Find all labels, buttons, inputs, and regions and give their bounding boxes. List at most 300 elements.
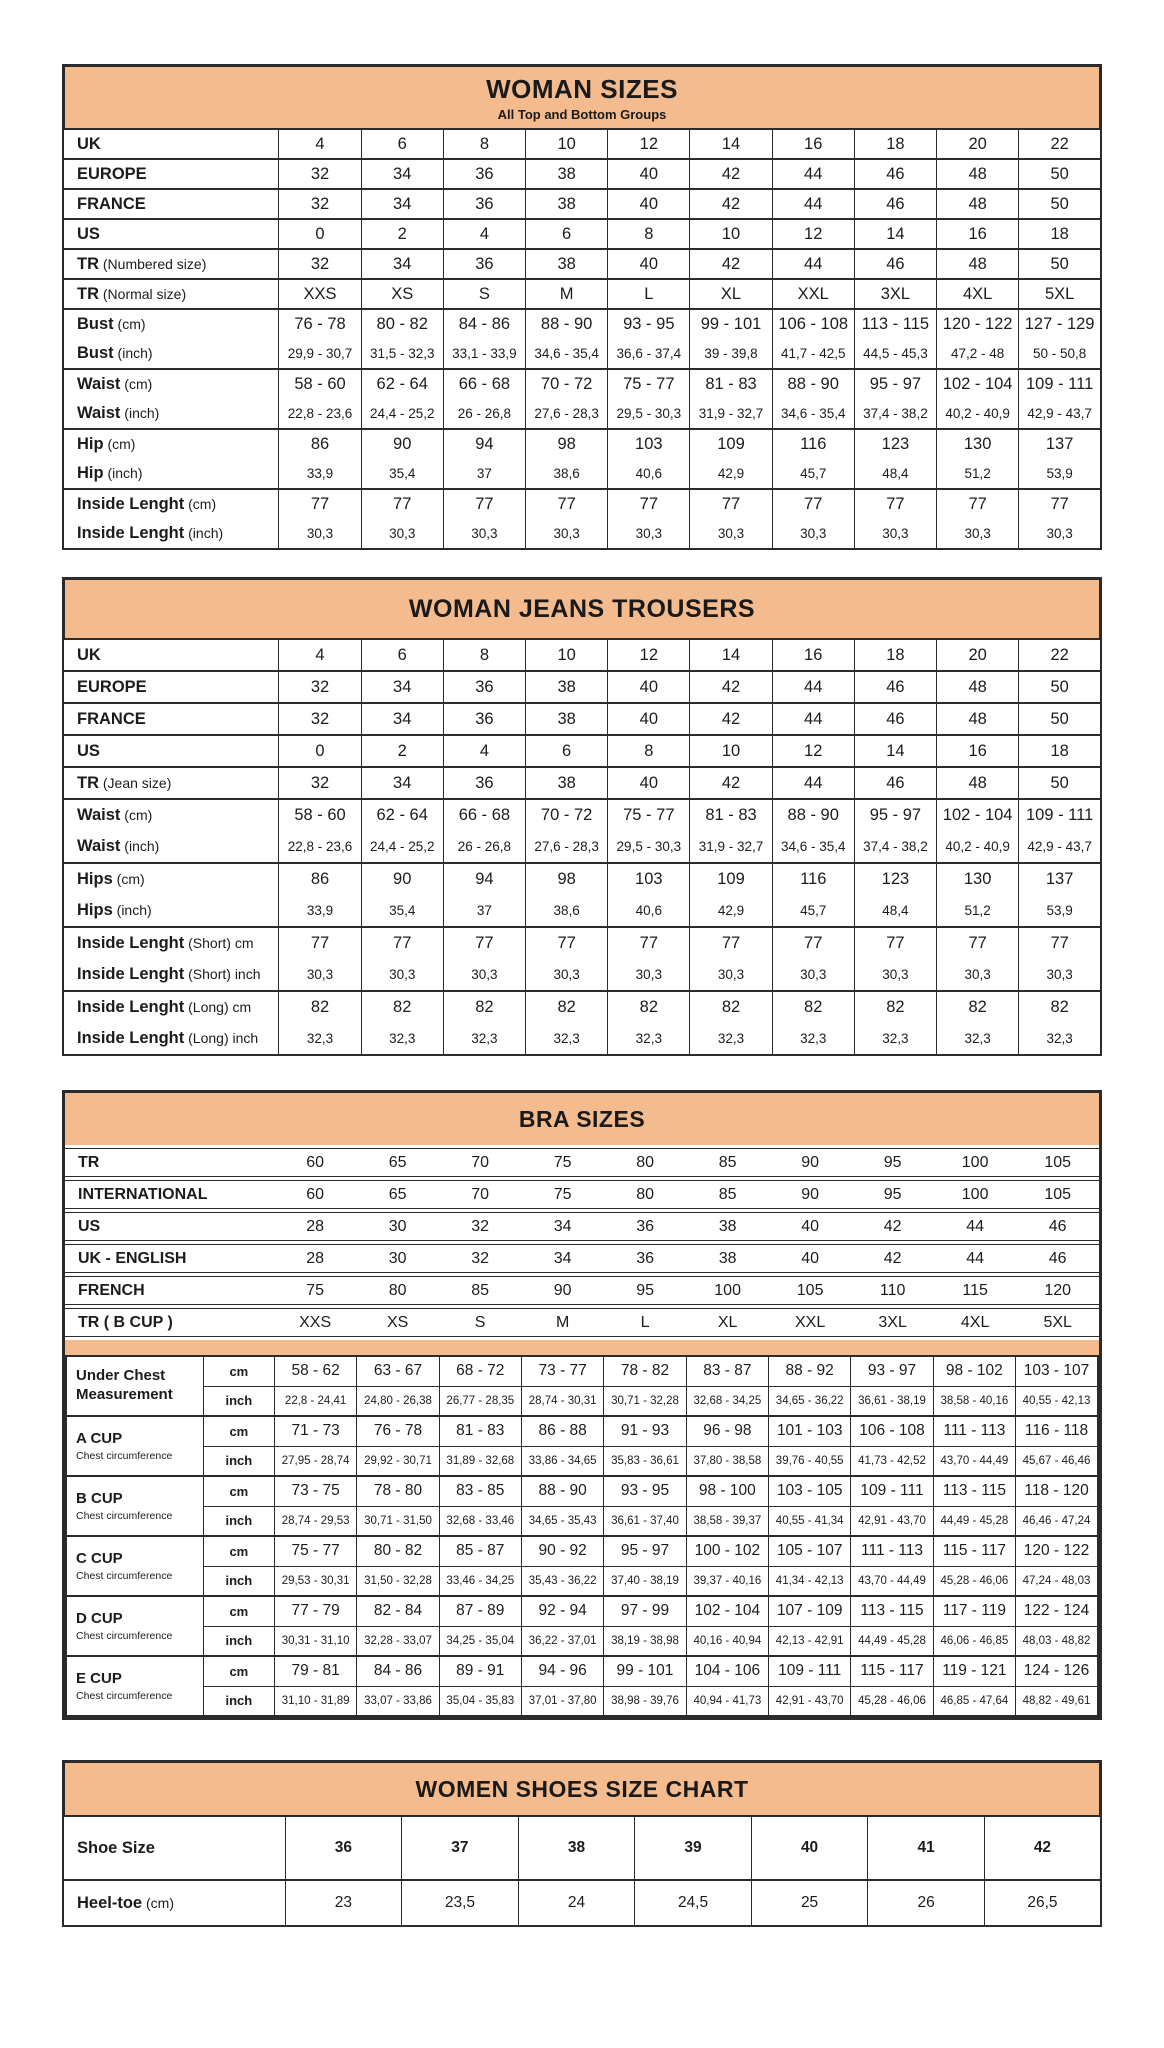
size-cell: 42	[984, 1816, 1101, 1880]
row-label-suffix: (inch)	[184, 525, 224, 541]
size-cell: 42,9	[690, 459, 772, 489]
size-cell: 35,43 - 36,22	[521, 1566, 603, 1596]
bra-conversion-grid	[65, 1145, 1099, 1340]
size-cell: 62 - 64	[361, 799, 443, 831]
size-cell: 44	[934, 1244, 1017, 1273]
size-cell: 46,85 - 47,64	[933, 1686, 1015, 1716]
size-cell: 109	[690, 863, 772, 895]
size-cell: 8	[608, 735, 690, 767]
row-label-suffix: (Long) inch	[184, 1030, 259, 1046]
size-cell: L	[608, 279, 690, 309]
table-row	[66, 1416, 1098, 1446]
size-cell: 32,68 - 33,46	[439, 1506, 521, 1536]
size-cell: 123	[854, 863, 936, 895]
table-row	[63, 1880, 1101, 1926]
row-label-text: Waist	[77, 404, 121, 422]
row-label	[63, 309, 279, 339]
size-cell: 81 - 83	[690, 799, 772, 831]
size-cell: 46,46 - 47,24	[1016, 1506, 1098, 1536]
size-cell: 26,5	[984, 1880, 1101, 1926]
row-label-text: TR	[77, 773, 99, 792]
size-cell: 77	[608, 489, 690, 519]
row-label-suffix: (inch)	[103, 465, 143, 481]
size-cell: 35,4	[361, 895, 443, 927]
size-cell: 115 - 117	[851, 1656, 933, 1686]
row-label	[63, 369, 279, 399]
size-cell: 34	[361, 671, 443, 703]
table-row	[63, 639, 1101, 671]
size-cell: 12	[772, 735, 854, 767]
size-cell: 65	[356, 1180, 439, 1209]
size-cell: 12	[772, 219, 854, 249]
size-cell: 30,3	[443, 959, 525, 991]
size-cell: 40	[608, 189, 690, 219]
size-cell: 16	[937, 735, 1019, 767]
size-cell: 50	[1019, 159, 1101, 189]
size-cell: 94	[443, 863, 525, 895]
size-cell: 32,3	[1019, 1023, 1101, 1055]
size-cell: 80	[604, 1180, 687, 1209]
row-label-text: US	[77, 224, 100, 243]
size-cell: 46,06 - 46,85	[933, 1626, 1015, 1656]
size-cell: 48,4	[854, 459, 936, 489]
size-cell: 86	[279, 863, 361, 895]
size-cell: 32	[279, 703, 361, 735]
size-cell: 48,03 - 48,82	[1016, 1626, 1098, 1656]
size-cell: 37,01 - 37,80	[521, 1686, 603, 1716]
size-cell: 38	[526, 159, 608, 189]
woman-sizes-grid	[62, 128, 1102, 550]
orange-divider	[65, 1340, 1099, 1355]
size-cell: 109 - 111	[1019, 369, 1101, 399]
size-cell: 36,61 - 37,40	[604, 1506, 686, 1536]
table-row	[66, 1656, 1098, 1686]
size-cell: 42	[690, 703, 772, 735]
bra-cup-grid	[65, 1355, 1099, 1717]
size-cell: 111 - 113	[933, 1416, 1015, 1446]
table-row	[63, 959, 1101, 991]
size-cell: 2	[361, 219, 443, 249]
size-cell: 100 - 102	[686, 1536, 768, 1566]
row-label-text: EUROPE	[77, 164, 147, 183]
size-cell: 34	[361, 249, 443, 279]
size-cell: 109 - 111	[1019, 799, 1101, 831]
size-cell: 71 - 73	[274, 1416, 356, 1446]
size-cell: 42	[690, 671, 772, 703]
row-label	[63, 399, 279, 429]
size-cell: 32,3	[526, 1023, 608, 1055]
size-cell: 82	[361, 991, 443, 1023]
size-cell: 84 - 86	[443, 309, 525, 339]
size-cell: 46	[854, 767, 936, 799]
size-cell: 40	[751, 1816, 868, 1880]
row-label-text: Inside Lenght	[77, 524, 185, 542]
size-cell: 24,80 - 26,38	[357, 1386, 439, 1416]
size-cell: 130	[937, 863, 1019, 895]
row-label	[63, 799, 279, 831]
size-cell: 34,25 - 35,04	[439, 1626, 521, 1656]
woman-sizes-header	[62, 64, 1102, 128]
size-cell: 30,3	[1019, 519, 1101, 549]
size-cell: 77 - 79	[274, 1596, 356, 1626]
size-cell: 99 - 101	[604, 1656, 686, 1686]
size-cell: 43,70 - 44,49	[933, 1446, 1015, 1476]
size-cell: 3XL	[851, 1308, 934, 1337]
size-cell: 83 - 85	[439, 1476, 521, 1506]
size-cell: 36	[285, 1816, 402, 1880]
size-cell: 10	[690, 219, 772, 249]
size-cell: 77	[608, 927, 690, 959]
row-label-suffix: (Normal size)	[99, 285, 187, 302]
size-cell: 23,5	[402, 1880, 519, 1926]
row-label-suffix: (inch)	[120, 838, 160, 854]
size-cell: 24,4 - 25,2	[361, 399, 443, 429]
size-cell: 77	[772, 927, 854, 959]
size-cell: 36	[443, 703, 525, 735]
size-cell: 116	[772, 863, 854, 895]
row-label	[63, 735, 279, 767]
size-cell: S	[443, 279, 525, 309]
row-label-text: Bust	[77, 344, 114, 362]
size-cell: 27,6 - 28,3	[526, 399, 608, 429]
size-cell: 32,68 - 34,25	[686, 1386, 768, 1416]
size-cell: 93 - 97	[851, 1356, 933, 1386]
size-cell: 30,3	[526, 959, 608, 991]
row-label	[63, 959, 279, 991]
size-cell: 26 - 26,8	[443, 399, 525, 429]
size-cell: 38	[686, 1244, 769, 1273]
size-cell: 48	[937, 767, 1019, 799]
size-cell: 82	[1019, 991, 1101, 1023]
size-cell: 75	[521, 1180, 604, 1209]
row-label-suffix: (Long) cm	[184, 999, 252, 1015]
size-cell: 115 - 117	[933, 1536, 1015, 1566]
size-cell: 42,13 - 42,91	[769, 1626, 851, 1656]
size-cell: 85	[686, 1180, 769, 1209]
cup-label	[66, 1596, 203, 1656]
size-cell: 38	[686, 1212, 769, 1241]
row-label-text: Hip	[77, 435, 104, 453]
size-cell: 99 - 101	[690, 309, 772, 339]
size-cell: 77	[1019, 489, 1101, 519]
size-cell: 44,49 - 45,28	[933, 1506, 1015, 1536]
size-cell: 5XL	[1016, 1308, 1099, 1337]
size-cell: 103 - 107	[1016, 1356, 1098, 1386]
size-cell: 113 - 115	[854, 309, 936, 339]
size-cell: 66 - 68	[443, 799, 525, 831]
size-cell: 95	[851, 1180, 934, 1209]
size-cell: 33,1 - 33,9	[443, 339, 525, 369]
row-label	[63, 1816, 285, 1880]
size-cell: 32	[279, 189, 361, 219]
row-label-suffix: (cm)	[184, 496, 217, 512]
row-label-text: TR	[77, 254, 99, 273]
size-cell: 23	[285, 1880, 402, 1926]
table-row	[63, 249, 1101, 279]
size-cell: 44	[772, 671, 854, 703]
size-cell: 36	[443, 159, 525, 189]
size-cell: 82	[526, 991, 608, 1023]
size-cell: 48,4	[854, 895, 936, 927]
size-cell: 35,04 - 35,83	[439, 1686, 521, 1716]
size-cell: 27,6 - 28,3	[526, 831, 608, 863]
size-cell: 34	[361, 767, 443, 799]
cup-sublabel: Chest circumference	[76, 1449, 173, 1462]
size-cell: 34,65 - 36,22	[769, 1386, 851, 1416]
size-cell: 48	[937, 249, 1019, 279]
size-cell: 77	[690, 927, 772, 959]
row-label-text: Inside Lenght	[77, 965, 185, 983]
table-row	[63, 339, 1101, 369]
size-cell: 41	[868, 1816, 985, 1880]
size-cell: 37	[402, 1816, 519, 1880]
size-cell: 31,50 - 32,28	[357, 1566, 439, 1596]
size-cell: 40,55 - 42,13	[1016, 1386, 1098, 1416]
size-cell: 14	[690, 129, 772, 159]
size-cell: 10	[526, 639, 608, 671]
size-cell: 40,6	[608, 895, 690, 927]
size-cell: 103	[608, 429, 690, 459]
size-cell: XS	[356, 1308, 439, 1337]
row-label-text: Hip	[77, 464, 104, 482]
size-cell: 44,49 - 45,28	[851, 1626, 933, 1656]
row-label-suffix: (inch)	[112, 902, 152, 918]
size-cell: 8	[443, 129, 525, 159]
size-cell: 30	[356, 1212, 439, 1241]
woman-jeans-table	[62, 577, 1102, 1056]
size-cell: 98	[526, 429, 608, 459]
table-row	[65, 1212, 1099, 1241]
size-cell: 44	[772, 703, 854, 735]
table-row	[66, 1596, 1098, 1626]
size-cell: 35,4	[361, 459, 443, 489]
size-cell: 77	[361, 489, 443, 519]
size-cell: 44	[772, 159, 854, 189]
size-cell: 101 - 103	[769, 1416, 851, 1446]
size-cell: 31,9 - 32,7	[690, 831, 772, 863]
row-label	[63, 1880, 285, 1926]
row-label: INTERNATIONAL	[65, 1180, 274, 1209]
size-cell: 36	[443, 671, 525, 703]
unit-cell: cm	[203, 1356, 274, 1386]
size-cell: 82	[279, 991, 361, 1023]
size-cell: 118 - 120	[1016, 1476, 1098, 1506]
bra-sizes-table	[62, 1090, 1102, 1720]
size-cell: 22	[1019, 129, 1101, 159]
size-cell: 82	[772, 991, 854, 1023]
row-label-suffix: (cm)	[113, 316, 146, 332]
size-cell: 42	[690, 159, 772, 189]
size-cell: 34	[361, 703, 443, 735]
size-cell: 111 - 113	[851, 1536, 933, 1566]
row-label-text: TR	[77, 284, 99, 303]
size-cell: 105 - 107	[769, 1536, 851, 1566]
table-row	[65, 1180, 1099, 1209]
size-cell: 30,3	[608, 959, 690, 991]
size-cell: 89 - 91	[439, 1656, 521, 1686]
size-cell: 82 - 84	[357, 1596, 439, 1626]
table-row	[66, 1536, 1098, 1566]
size-cell: 0	[279, 219, 361, 249]
size-cell: 82	[854, 991, 936, 1023]
size-cell: 82	[690, 991, 772, 1023]
table-row	[63, 399, 1101, 429]
size-cell: 68 - 72	[439, 1356, 521, 1386]
size-cell: 77	[854, 927, 936, 959]
size-cell: 77	[279, 489, 361, 519]
row-label-text: Inside Lenght	[77, 495, 185, 513]
table-row	[63, 671, 1101, 703]
size-cell: M	[521, 1308, 604, 1337]
size-cell: 12	[608, 639, 690, 671]
table-row	[65, 1276, 1099, 1305]
size-cell: 109	[690, 429, 772, 459]
row-label-text: FRANCE	[77, 194, 146, 213]
size-cell: 46	[854, 671, 936, 703]
size-cell: 4XL	[934, 1308, 1017, 1337]
table-row	[63, 459, 1101, 489]
row-label	[63, 703, 279, 735]
size-cell: 30,3	[690, 519, 772, 549]
size-cell: 16	[772, 639, 854, 671]
size-cell: 24,5	[635, 1880, 752, 1926]
size-cell: 95	[604, 1276, 687, 1305]
size-cell: 93 - 95	[608, 309, 690, 339]
size-cell: 3XL	[854, 279, 936, 309]
unit-cell: inch	[203, 1386, 274, 1416]
unit-cell: cm	[203, 1536, 274, 1566]
size-cell: 40,55 - 41,34	[769, 1506, 851, 1536]
table-row	[66, 1506, 1098, 1536]
size-cell: 32,3	[937, 1023, 1019, 1055]
row-label-suffix: (cm)	[112, 871, 145, 887]
size-cell: 29,9 - 30,7	[279, 339, 361, 369]
size-cell: 31,10 - 31,89	[274, 1686, 356, 1716]
table-row	[66, 1476, 1098, 1506]
row-label	[63, 1023, 279, 1055]
size-cell: 27,95 - 28,74	[274, 1446, 356, 1476]
table-row	[63, 703, 1101, 735]
cup-label	[66, 1476, 203, 1536]
row-label: TR ( B CUP )	[65, 1308, 274, 1337]
cup-label-text: B CUP	[76, 1490, 123, 1508]
table-row	[66, 1686, 1098, 1716]
size-cell: 38	[526, 249, 608, 279]
women-shoes-grid	[62, 1815, 1102, 1927]
size-cell: 38	[526, 767, 608, 799]
size-cell: 77	[690, 489, 772, 519]
size-cell: 85 - 87	[439, 1536, 521, 1566]
size-cell: 50	[1019, 671, 1101, 703]
size-cell: 30	[356, 1244, 439, 1273]
row-label-suffix: (Short) inch	[184, 966, 261, 982]
size-cell: 16	[937, 219, 1019, 249]
size-cell: 81 - 83	[439, 1416, 521, 1446]
size-cell: 42	[851, 1212, 934, 1241]
size-cell: 42	[690, 189, 772, 219]
size-cell: 86	[279, 429, 361, 459]
table-row	[63, 129, 1101, 159]
size-cell: 80 - 82	[357, 1536, 439, 1566]
size-cell: XXS	[274, 1308, 357, 1337]
size-cell: 20	[937, 639, 1019, 671]
size-cell: 78 - 80	[357, 1476, 439, 1506]
size-cell: 113 - 115	[851, 1596, 933, 1626]
size-cell: 53,9	[1019, 895, 1101, 927]
size-cell: 82	[443, 991, 525, 1023]
size-cell: 45,67 - 46,46	[1016, 1446, 1098, 1476]
table-row	[66, 1566, 1098, 1596]
size-cell: 76 - 78	[357, 1416, 439, 1446]
size-cell: 117 - 119	[933, 1596, 1015, 1626]
size-cell: 34	[521, 1244, 604, 1273]
size-cell: 31,9 - 32,7	[690, 399, 772, 429]
size-cell: 36	[443, 767, 525, 799]
size-cell: 77	[1019, 927, 1101, 959]
size-cell: 86 - 88	[521, 1416, 603, 1446]
row-label-text: UK	[77, 645, 101, 664]
size-cell: 24,4 - 25,2	[361, 831, 443, 863]
table-row	[63, 1023, 1101, 1055]
table-row	[66, 1626, 1098, 1656]
size-cell: 37	[443, 459, 525, 489]
size-cell: 82	[608, 991, 690, 1023]
size-cell: 60	[274, 1180, 357, 1209]
size-cell: 36	[604, 1212, 687, 1241]
size-cell: 30,3	[443, 519, 525, 549]
size-cell: 37,4 - 38,2	[854, 399, 936, 429]
size-cell: 46	[1016, 1244, 1099, 1273]
size-cell: 92 - 94	[521, 1596, 603, 1626]
size-cell: 37,80 - 38,58	[686, 1446, 768, 1476]
size-cell: 94 - 96	[521, 1656, 603, 1686]
size-cell: 45,28 - 46,06	[851, 1686, 933, 1716]
size-cell: 30,71 - 31,50	[357, 1506, 439, 1536]
size-cell: 45,7	[772, 895, 854, 927]
size-cell: 122 - 124	[1016, 1596, 1098, 1626]
size-cell: 40,2 - 40,9	[937, 831, 1019, 863]
size-cell: 8	[443, 639, 525, 671]
size-cell: 85	[439, 1276, 522, 1305]
women-shoes-table	[62, 1760, 1102, 1927]
row-label-suffix: (inch)	[120, 405, 160, 421]
size-cell: 40	[608, 671, 690, 703]
size-cell: 105	[1016, 1180, 1099, 1209]
size-cell: 38	[526, 189, 608, 219]
size-cell: 29,53 - 30,31	[274, 1566, 356, 1596]
size-cell: 30,3	[361, 519, 443, 549]
row-label	[63, 895, 279, 927]
size-cell: 40	[769, 1212, 852, 1241]
size-cell: 88 - 90	[772, 799, 854, 831]
table-row	[63, 309, 1101, 339]
size-cell: 123	[854, 429, 936, 459]
size-cell: 18	[854, 129, 936, 159]
size-cell: 48	[937, 189, 1019, 219]
size-cell: 4	[443, 735, 525, 767]
size-cell: 77	[854, 489, 936, 519]
size-cell: 30,3	[937, 519, 1019, 549]
table-row	[65, 1244, 1099, 1273]
size-cell: 22,8 - 23,6	[279, 399, 361, 429]
row-label-suffix: (cm)	[120, 376, 153, 392]
size-cell: 90 - 92	[521, 1536, 603, 1566]
size-cell: 39	[635, 1816, 752, 1880]
table-row	[63, 369, 1101, 399]
cup-label-text: Under Chest Measurement	[76, 1367, 173, 1403]
size-cell: 63 - 67	[357, 1356, 439, 1386]
size-cell: 18	[1019, 735, 1101, 767]
